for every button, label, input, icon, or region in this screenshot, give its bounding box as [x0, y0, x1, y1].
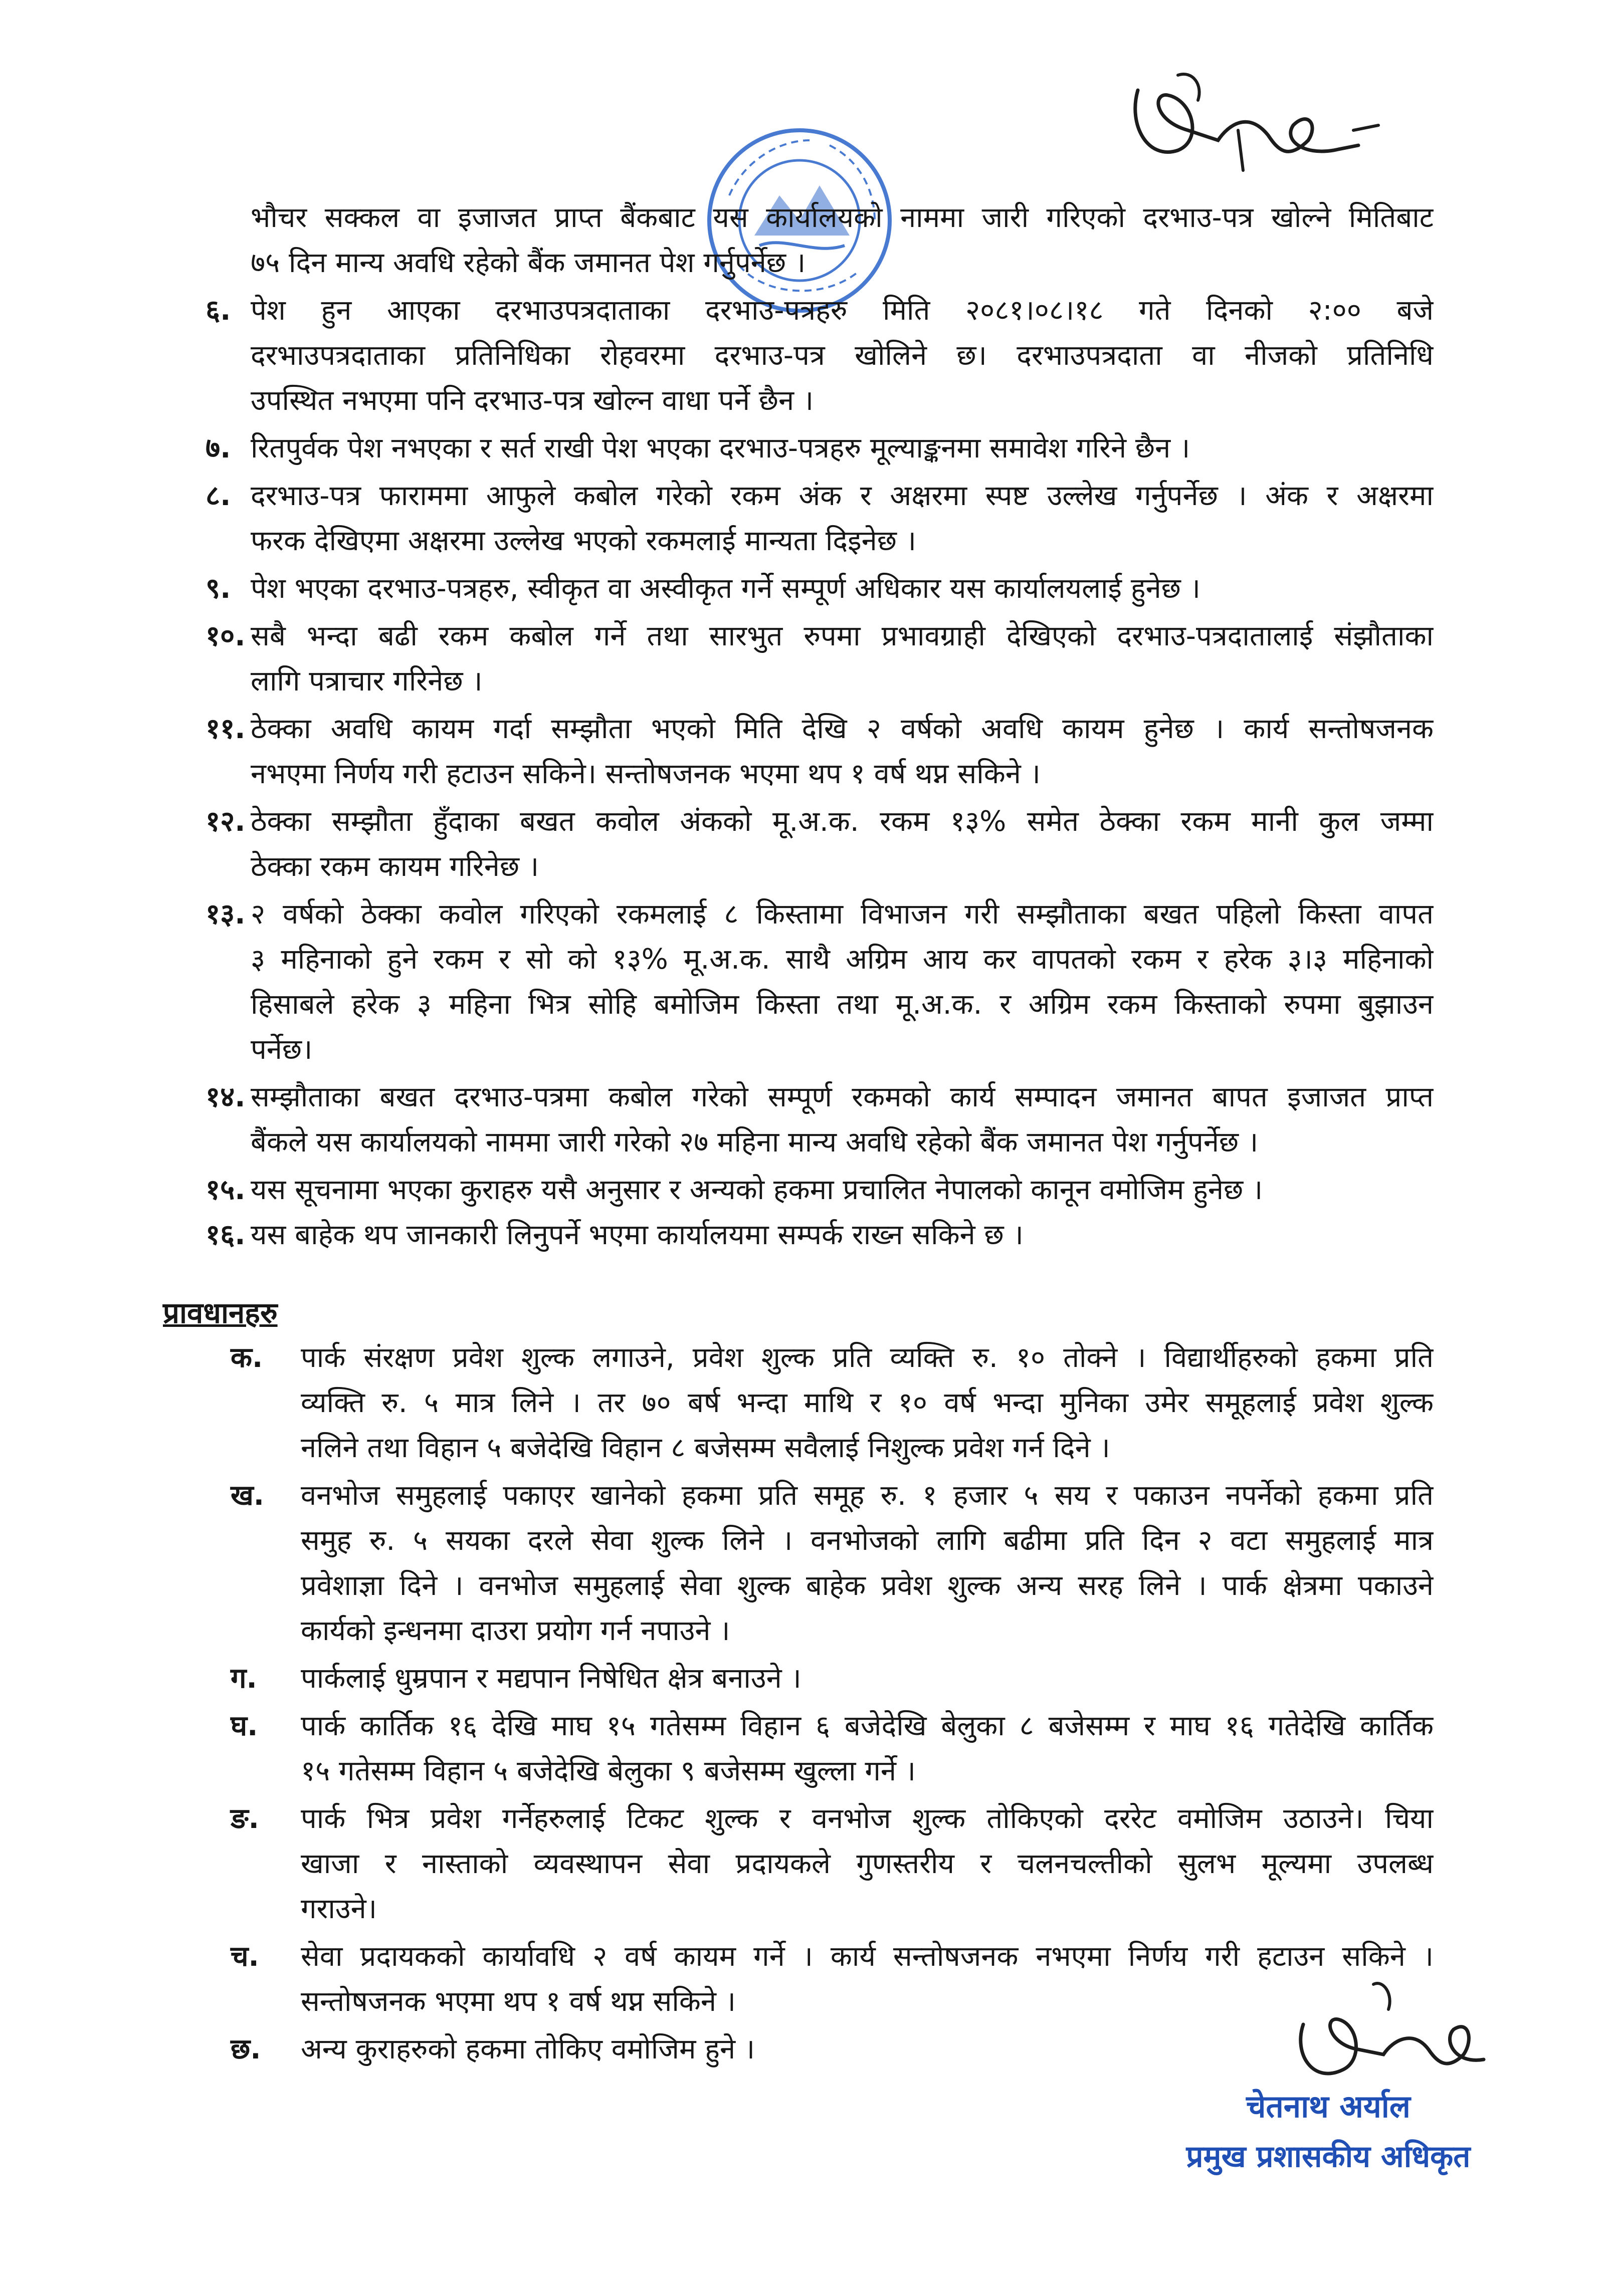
provision-line: गराउने।: [301, 1893, 377, 1925]
provision-line: पार्क कार्तिक १६ देखि माघ १५ गतेसम्म विहान ६ बजेदेखि बेलुका ८ बजेसम्म र माघ १६ गतेदेखि कार्तिक: [301, 1710, 1434, 1742]
item-line: हिसाबले हरेक ३ महिना भित्र सोहि बमोजिम किस्ता तथा मू.अ.क. र अग्रिम रकम किस्ताको रुपमा बुझाउन: [251, 988, 1434, 1021]
item-line: ठेक्का अवधि कायम गर्दा सम्झौता भएको मिति देखि २ वर्षको अवधि कायम हुनेछ । कार्य सन्तोषजनक: [251, 713, 1434, 745]
provision-line: नलिने तथा विहान ५ बजेदेखि विहान ८ बजेसम्म सवैलाई निशुल्क प्रवेश गर्न दिने ।: [301, 1432, 1110, 1464]
provision-line: पार्क संरक्षण प्रवेश शुल्क लगाउने, प्रवेश शुल्क प्रति व्यक्ति रु. १० तोक्ने । विद्यार्थीहरुको हकमा प्रति: [301, 1341, 1434, 1374]
item-line: नभएमा निर्णय गरी हटाउन सकिने। सन्तोषजनक भएमा थप १ वर्ष थप्न सकिने ।: [251, 758, 1041, 790]
item-number: १६.: [206, 1219, 246, 1251]
signatory-title: प्रमुख प्रशासकीय अधिकृत: [1186, 2139, 1471, 2174]
provision-line: कार्यको इन्धनमा दाउरा प्रयोग गर्न नपाउने ।: [301, 1615, 730, 1647]
item-number: १५.: [206, 1174, 246, 1206]
item-line: यस बाहेक थप जानकारी लिनुपर्ने भएमा कार्यालयमा सम्पर्क राख्न सकिने छ ।: [251, 1219, 1024, 1251]
signatory-name: चेतनाथ अर्याल: [1246, 2088, 1411, 2125]
item-number: ६.: [206, 294, 231, 327]
provision-number: छ.: [231, 2033, 261, 2065]
provision-line: खाजा र नास्ताको व्यवस्थापन सेवा प्रदायकले गुणस्तरीय र चलनचल्तीको सुलभ मूल्यमा उपलब्ध: [301, 1848, 1434, 1880]
item-number: ८.: [206, 480, 231, 512]
item-line: यस सूचनामा भएका कुराहरु यसै अनुसार र अन्यको हकमा प्रचालित नेपालको कानून वमोजिम हुनेछ ।: [251, 1174, 1263, 1206]
provision-number: ख.: [231, 1479, 265, 1512]
provision-number: ग.: [231, 1662, 257, 1695]
provision-number: च.: [231, 1940, 259, 1973]
provision-line: पार्क भित्र प्रवेश गर्नेहरुलाई टिकट शुल्क र वनभोज शुल्क तोकिएको दररेट वमोजिम उठाउने। चिया: [301, 1802, 1434, 1835]
item-line: पेश भएका दरभाउ-पत्रहरु, स्वीकृत वा अस्वीकृत गर्ने सम्पूर्ण अधिकार यस कार्यालयलाई हुनेछ ।: [251, 572, 1200, 605]
item-line: पर्नेछ।: [251, 1033, 313, 1066]
item-number: १३.: [206, 898, 246, 931]
item-line: बैंकले यस कार्यालयको नाममा जारी गरेको २७ महिना मान्य अवधि रहेको बैंक जमानत पेश गर्नुपर्नेछ ।: [251, 1126, 1259, 1159]
item-number: ७.: [206, 432, 231, 465]
provision-line: समुह रु. ५ सयका दरले सेवा शुल्क लिने । वनभोजको लागि बढीमा प्रति दिन २ वटा समुहलाई मात्र: [301, 1524, 1434, 1557]
item-line: पेश हुन आएका दरभाउपत्रदाताका दरभाउ-पत्रहरु मिति २०८१।०८।१८ गते दिनको २:०० बजे: [251, 294, 1434, 327]
handwritten-signature: [1283, 1964, 1494, 2105]
item-number: ९.: [206, 572, 231, 605]
item-line: रितपुर्वक पेश नभएका र सर्त राखी पेश भएका दरभाउ-पत्रहरु मूल्याङ्कनमा समावेश गरिने छैन ।: [251, 432, 1190, 465]
item-line: दरभाउपत्रदाताका प्रतिनिधिका रोहवरमा दरभाउ-पत्र खोलिने छ। दरभाउपत्रदाता वा नीजको प्रतिनिधि: [251, 339, 1434, 372]
item-number: १४.: [206, 1081, 246, 1113]
provision-number: घ.: [231, 1710, 258, 1742]
provision-line: १५ गतेसम्म विहान ५ बजेदेखि बेलुका ९ बजेसम्म खुल्ला गर्ने ।: [301, 1755, 916, 1787]
provision-line: सन्तोषजनक भएमा थप १ वर्ष थप्न सकिने ।: [301, 1985, 736, 2018]
item-line: दरभाउ-पत्र फाराममा आफुले कबोल गरेको रकम अंक र अक्षरमा स्पष्ट उल्लेख गर्नुपर्नेछ । अंक र अक्षरमा: [251, 480, 1434, 512]
continuation-line: ७५ दिन मान्य अवधि रहेको बैंक जमानत पेश गर्नुपर्नेछ ।: [251, 247, 806, 279]
item-line: ३ महिनाको हुने रकम र सो को १३% मू.अ.क. साथै अग्रिम आय कर वापतको रकम र हरेक ३।३ महिनाको: [251, 943, 1434, 976]
item-line: २ वर्षको ठेक्का कवोल गरिएको रकमलाई ८ किस्तामा विभाजन गरी सम्झौताका बखत पहिलो किस्ता वापत: [251, 898, 1434, 931]
item-line: सबै भन्दा बढी रकम कबोल गर्ने तथा सारभुत रुपमा प्रभावग्राही देखिएको दरभाउ-पत्रदातालाई संझौताका: [251, 620, 1434, 652]
item-number: ११.: [206, 713, 246, 745]
provision-line: व्यक्ति रु. ५ मात्र लिने । तर ७० बर्ष भन्दा माथि र १० वर्ष भन्दा मुनिका उमेर समूहलाई प्रवेश शुल्क: [301, 1387, 1434, 1419]
handwritten-signature: [1118, 55, 1398, 185]
item-line: ठेक्का रकम कायम गरिनेछ ।: [251, 850, 539, 883]
provision-line: सेवा प्रदायकको कार्यावधि २ वर्ष कायम गर्ने । कार्य सन्तोषजनक नभएमा निर्णय गरी हटाउन सकिने ।: [301, 1940, 1434, 1973]
item-number: १०.: [206, 620, 246, 652]
provision-line: वनभोज समुहलाई पकाएर खानेको हकमा प्रति समूह रु. १ हजार ५ सय र पकाउन नपर्नेको हकमा प्रति: [301, 1479, 1434, 1512]
provision-line: अन्य कुराहरुको हकमा तोकिए वमोजिम हुने ।: [301, 2033, 755, 2065]
item-line: फरक देखिएमा अक्षरमा उल्लेख भएको रकमलाई मान्यता दिइनेछ ।: [251, 525, 916, 557]
item-line: लागि पत्राचार गरिनेछ ।: [251, 665, 483, 698]
item-line: ठेक्का सम्झौता हुँदाका बखत कवोल अंकको मू.अ.क. रकम १३% समेत ठेक्का रकम मानी कुल जम्मा: [251, 805, 1434, 838]
provision-line: प्रवेशाज्ञा दिने । वनभोज समुहलाई सेवा शुल्क बाहेक प्रवेश शुल्क अन्य सरह लिने । पार्क क्षेत्रमा पकाउने: [301, 1569, 1434, 1602]
item-number: १२.: [206, 805, 246, 838]
provisions-heading: प्रावधानहरु: [163, 1296, 278, 1330]
continuation-line: भौचर सक्कल वा इजाजत प्राप्त बैंकबाट यस कार्यालयको नाममा जारी गरिएको दरभाउ-पत्र खोल्ने मितिबाट: [251, 201, 1434, 234]
item-line: उपस्थित नभएमा पनि दरभाउ-पत्र खोल्न वाधा पर्ने छैन ।: [251, 384, 814, 417]
provision-number: ङ.: [231, 1802, 259, 1835]
item-line: सम्झौताका बखत दरभाउ-पत्रमा कबोल गरेको सम्पूर्ण रकमको कार्य सम्पादन जमानत बापत इजाजत प्राप्त: [251, 1081, 1434, 1113]
provision-number: क.: [231, 1341, 263, 1374]
provision-line: पार्कलाई धुम्रपान र मद्यपान निषेधित क्षेत्र बनाउने ।: [301, 1662, 801, 1695]
